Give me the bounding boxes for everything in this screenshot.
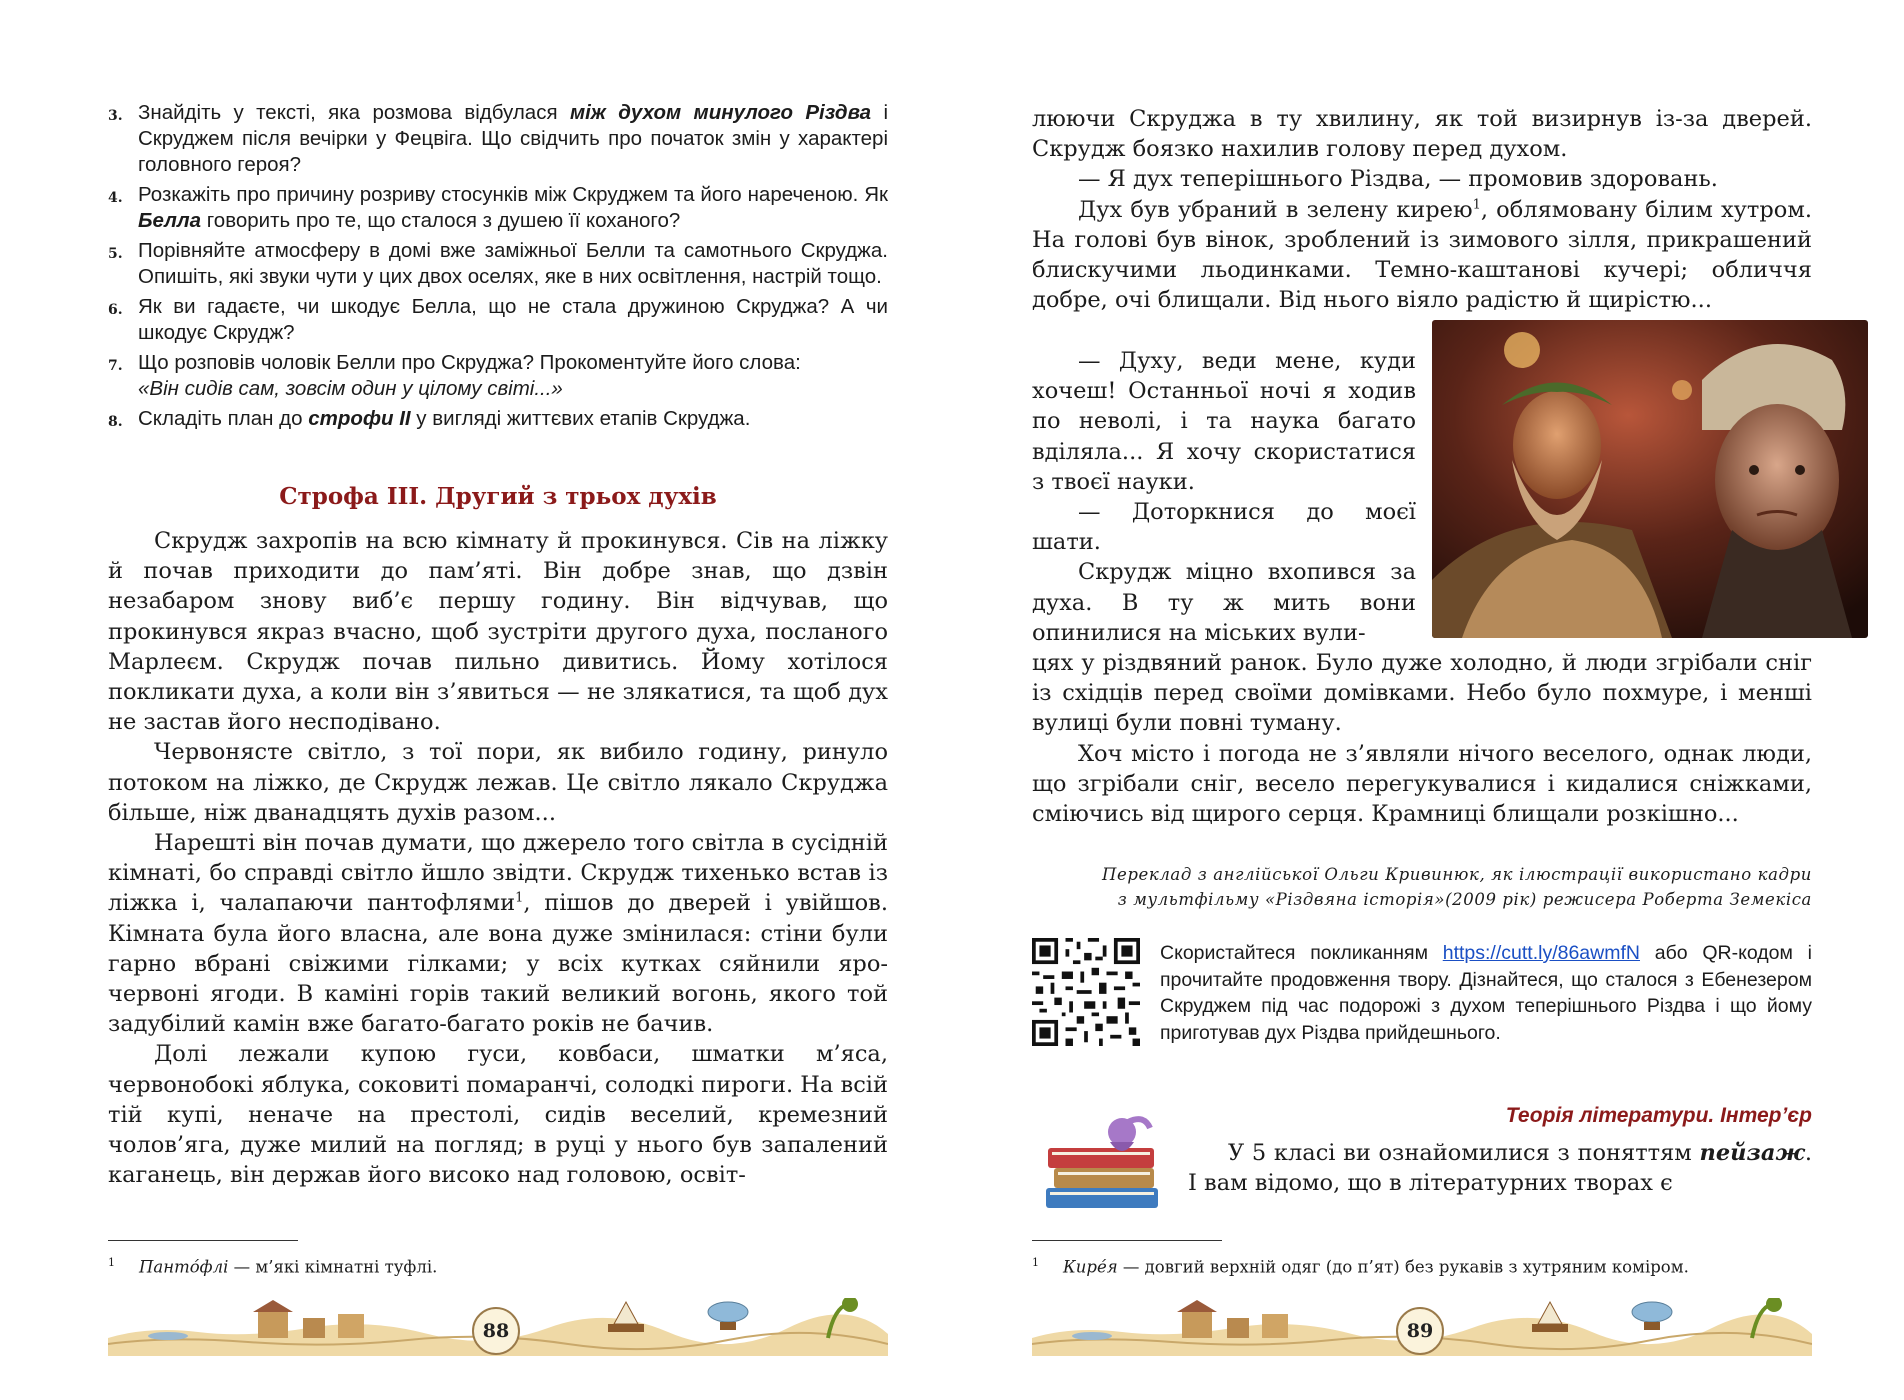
- film-still-illustration: [1432, 320, 1868, 638]
- question-item: 3. Знайдіть у тексті, яка розмова відбулася між духом минулого Різдва і Скруджем після вечірки у Фецвіга. Що свідчить про початок змін у характері головного героя?: [108, 101, 889, 176]
- story-text: [1032, 104, 1812, 315]
- paragraph: — Я дух теперішнього Різдва, — промовив здоровань.: [1078, 166, 1718, 193]
- question-list: [108, 100, 888, 439]
- theory-heading: Теорія літератури. Інтер’єр: [1505, 1104, 1812, 1127]
- question-number: 6.: [108, 302, 123, 318]
- question-item: 7. Що розповів чоловік Белли про Скруджа? Прокоментуйте його слова: «Він сидів сам, зовсім один у цілому світі...»: [108, 351, 801, 400]
- footnote: $^1$ Панто́флі — м’які кімнатні туфлі.: [108, 1256, 438, 1277]
- emphasis: строфи II: [308, 407, 411, 430]
- continuation-link[interactable]: https://cutt.ly/86awmfN: [1442, 942, 1640, 964]
- section-title: Строфа III. Другий з трьох духів: [279, 483, 717, 510]
- ghost-and-scrooge-image: [1432, 320, 1868, 638]
- paragraph: люючи Скруджа в ту хвилину, як той визирнув із-за дверей. Скрудж боязко нахилив голову перед духом.: [1032, 106, 1812, 163]
- paragraph: Хоч місто і погода не з’являли нічого веселого, однак люди, що згрібали сніг, весело перегукувалися і кидалися сніжками, сміючись від щирого серця. Крамниці блищали розкішно...: [1032, 740, 1812, 828]
- question-number: 8.: [108, 414, 123, 430]
- footnote-divider: [108, 1240, 298, 1241]
- footnote-term: Панто́флі: [139, 1257, 229, 1277]
- paragraph: Скрудж міцно вхопився за духа. В ту ж мить вони опинилися на міських вули-: [1032, 559, 1416, 646]
- right-page: [952, 0, 1904, 1400]
- story-text: [108, 526, 888, 1190]
- question-number: 4.: [108, 190, 123, 206]
- qr-reference: Скористайтеся покликанням https://cutt.ly/86awmfN або QR-кодом і прочитайте продовження твору. Дізнайтеся, що сталося з Ебенезером Скруджем під час подорожі з духом теперішнього Різдва і що йому приготував дух Різдва прийдешнього.: [1032, 938, 1812, 1050]
- paragraph: У 5 класі ви ознайомилися з поняттям пейзаж. І вам відомо, що в літературних творах є: [1188, 1140, 1812, 1197]
- question-item: 5. Порівняйте атмосферу в домі вже заміжньої Белли та самотнього Скруджа. Опишіть, які звуки чути у цих двох оселях, яке в них освітлення, настрій тощо.: [108, 239, 888, 288]
- question-number: 7.: [108, 358, 123, 374]
- paragraph: — Доторкнися до моєї шати.: [1032, 499, 1416, 556]
- emphasis: між духом минулого Різдва: [569, 101, 872, 124]
- qr-code-icon[interactable]: [1032, 938, 1140, 1046]
- question-item: 4. Розкажіть про причину розриву стосунків між Скруджем та його нареченою. Як Белла говорить про те, що сталося з душею її коханого?: [108, 183, 888, 232]
- footnote-ref: 1: [1472, 197, 1481, 213]
- paragraph: Червонясте світло, з тої пори, як вибило годину, ринуло потоком на ліжко, де Скрудж лежав. Це світло лякало Скруджа більше, ніж дванадцять духів разом...: [108, 739, 888, 826]
- question-item: 8. Складіть план до строфи II у вигляді життєвих етапів Скруджа.: [108, 406, 888, 435]
- story-text-wrapped: [1032, 346, 1416, 648]
- footnote-ref: 1: [515, 890, 524, 906]
- question-number: 5.: [108, 246, 123, 262]
- question-number: 3.: [108, 108, 123, 124]
- paragraph: — Духу, веди мене, куди хочеш! Останньої ночі я ходив по неволі, і та наука багато вділяла... Я хочу скористатися з твоєї науки.: [1032, 348, 1416, 495]
- question-item: 6. Як ви гадаєте, чи шкодує Белла, що не стала дружиною Скруджа? А чи шкодує Скрудж?: [108, 295, 888, 344]
- paragraph: Нарешті він почав думати, що джерело того світла в сусідній кімнаті, бо справді світло йшло звідти. Скрудж тихенько встав із ліжка і, чалапаючи пантофлями$^1$, пішов до дверей і увійшов. Кімната була його власна, але вона дуже змінилася: стіни були гарно вбрані свіжими гілками; у всіх кутках сяйнили яро-червоні ягоди. В каміні горів такий великий вогонь, якого той задубілий камін вже багато-багато років не бачив.: [108, 830, 888, 1038]
- page-number: 89: [1396, 1307, 1444, 1355]
- paragraph: Долі лежали купою гуси, ковбаси, шматки м’яса, червонобокі яблука, соковиті помаранчі, солодкі пироги. На всій тій купі, неначе на престолі, сидів веселий, кремезний чолов’яга, дуже милий на погляд; в руці у нього був запалений каганець, він держав його високо над головою, освіт-: [108, 1041, 888, 1189]
- footnote-divider: [1032, 1240, 1222, 1241]
- footnote-term: Кире́я: [1063, 1257, 1118, 1277]
- books-stack-icon: [1040, 1108, 1166, 1212]
- quote: «Він сидів сам, зовсім один у цілому світі...»: [138, 377, 563, 400]
- story-text: [1032, 648, 1812, 829]
- paragraph: цях у різдвяний ранок. Було дуже холодно, й люди згрібали сніг із східців перед своїми домівками. Небо було похмуре, і менші вулиці були повні туману.: [1032, 650, 1812, 737]
- paragraph: Дух був убраний в зелену кирею$^1$, облямовану білим хутром. На голові був вінок, зроблений із зимового зілля, прикрашений блискучими льодинками. Темно-каштанові кучері; обличчя добре, очі блищали. Від нього віяло радістю й щирістю...: [1032, 196, 1812, 314]
- theory-text: [1188, 1138, 1812, 1198]
- term-emphasis: пейзаж: [1699, 1140, 1805, 1166]
- translation-credit: Переклад з англійської Ольги Кривинюк, як ілюстрації використано кадри з мультфільму «Різдвяна історія»(2009 рік) режисера Роберта Земекіса: [1101, 865, 1812, 909]
- emphasis: Белла: [138, 209, 202, 232]
- page-number: 88: [472, 1307, 520, 1355]
- paragraph: Скрудж захропів на всю кімнату й прокинувся. Сів на ліжку й почав приходити до пам’яті. Він добре знав, що дзвін незабаром знову виб’є першу годину. Він відчував, що прокинувся якраз вчасно, щоб зустріти другого духа, посланого Марлеєм. Скрудж почав пильно дивитись. Йому хотілося покликати духа, а коли він з’явиться — не злякатися, та щоб дух не застав його несподівано.: [108, 528, 888, 736]
- footnote: $^1$ Кире́я — довгий верхній одяг (до п’ят) без рукавів з хутряним коміром.: [1032, 1256, 1689, 1277]
